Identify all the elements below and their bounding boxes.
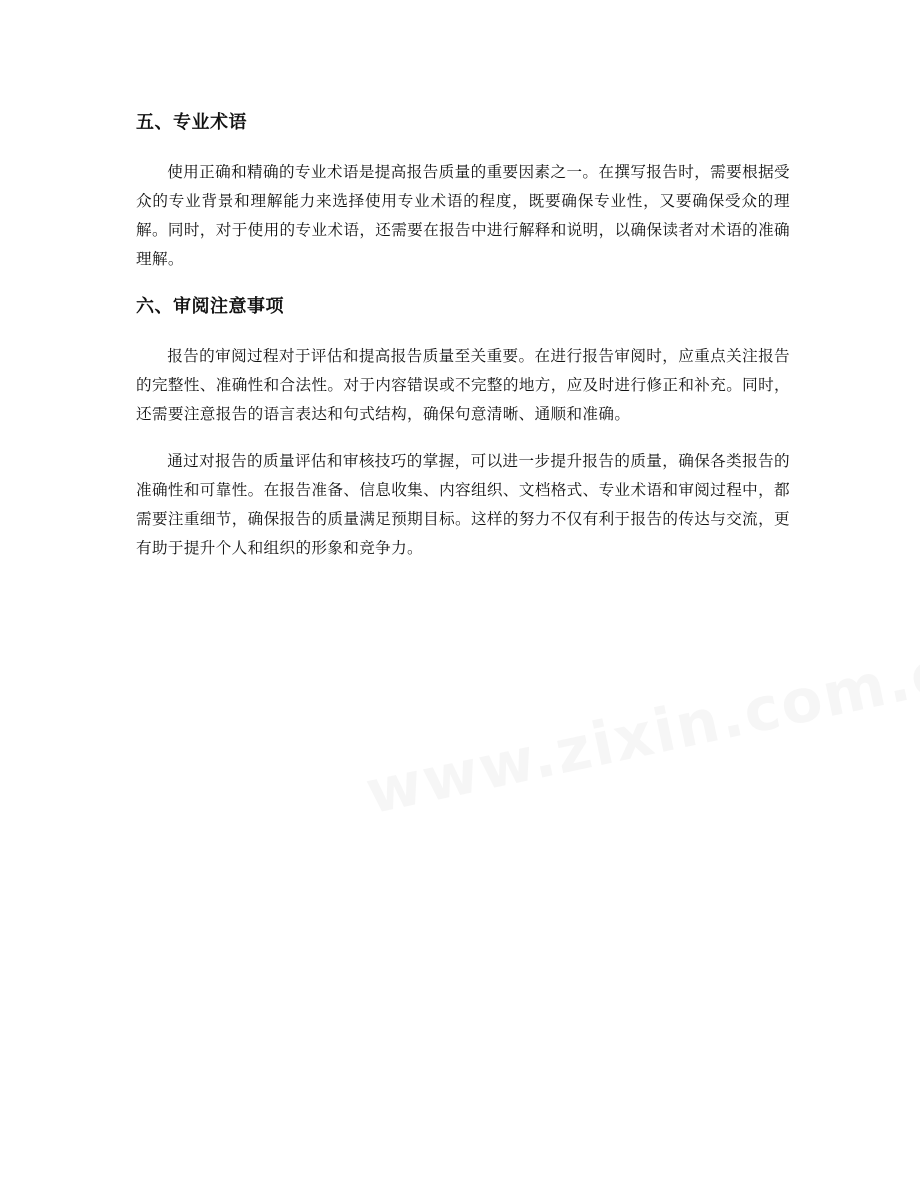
watermark [360, 627, 920, 828]
paragraph-terminology: 使用正确和精确的专业术语是提高报告质量的重要因素之一。在撰写报告时，需要根据受众的专业背景和理解能力来选择使用专业术语的程度，既要确保专业性，又要确保受众的理解。同时，对于使用的专业术语，还需要在报告中进行解释和说明，以确保读者对术语的准确理解。 [136, 163, 790, 268]
paragraph-conclusion: 通过对报告的质量评估和审核技巧的掌握，可以进一步提升报告的质量，确保各类报告的准确性和可靠性。在报告准备、信息收集、内容组织、文档格式、专业术语和审阅过程中，都需要注重细节，确保报告的质量满足预期目标。这样的努力不仅有利于报告的传达与交流，更有助于提升个人和组织的形象和竞争力。 [136, 452, 790, 557]
paragraph-review: 报告的审阅过程对于评估和提高报告质量至关重要。在进行报告审阅时，应重点关注报告的完整性、准确性和合法性。对于内容错误或不完整的地方，应及时进行修正和补充。同时，还需要注意报告的语言表达和句式结构，确保句意清晰、通顺和准确。 [136, 347, 790, 423]
document-body [136, 108, 790, 563]
section-heading-review: 六、审阅注意事项 [136, 296, 284, 317]
section-heading-terminology: 五、专业术语 [136, 112, 247, 133]
